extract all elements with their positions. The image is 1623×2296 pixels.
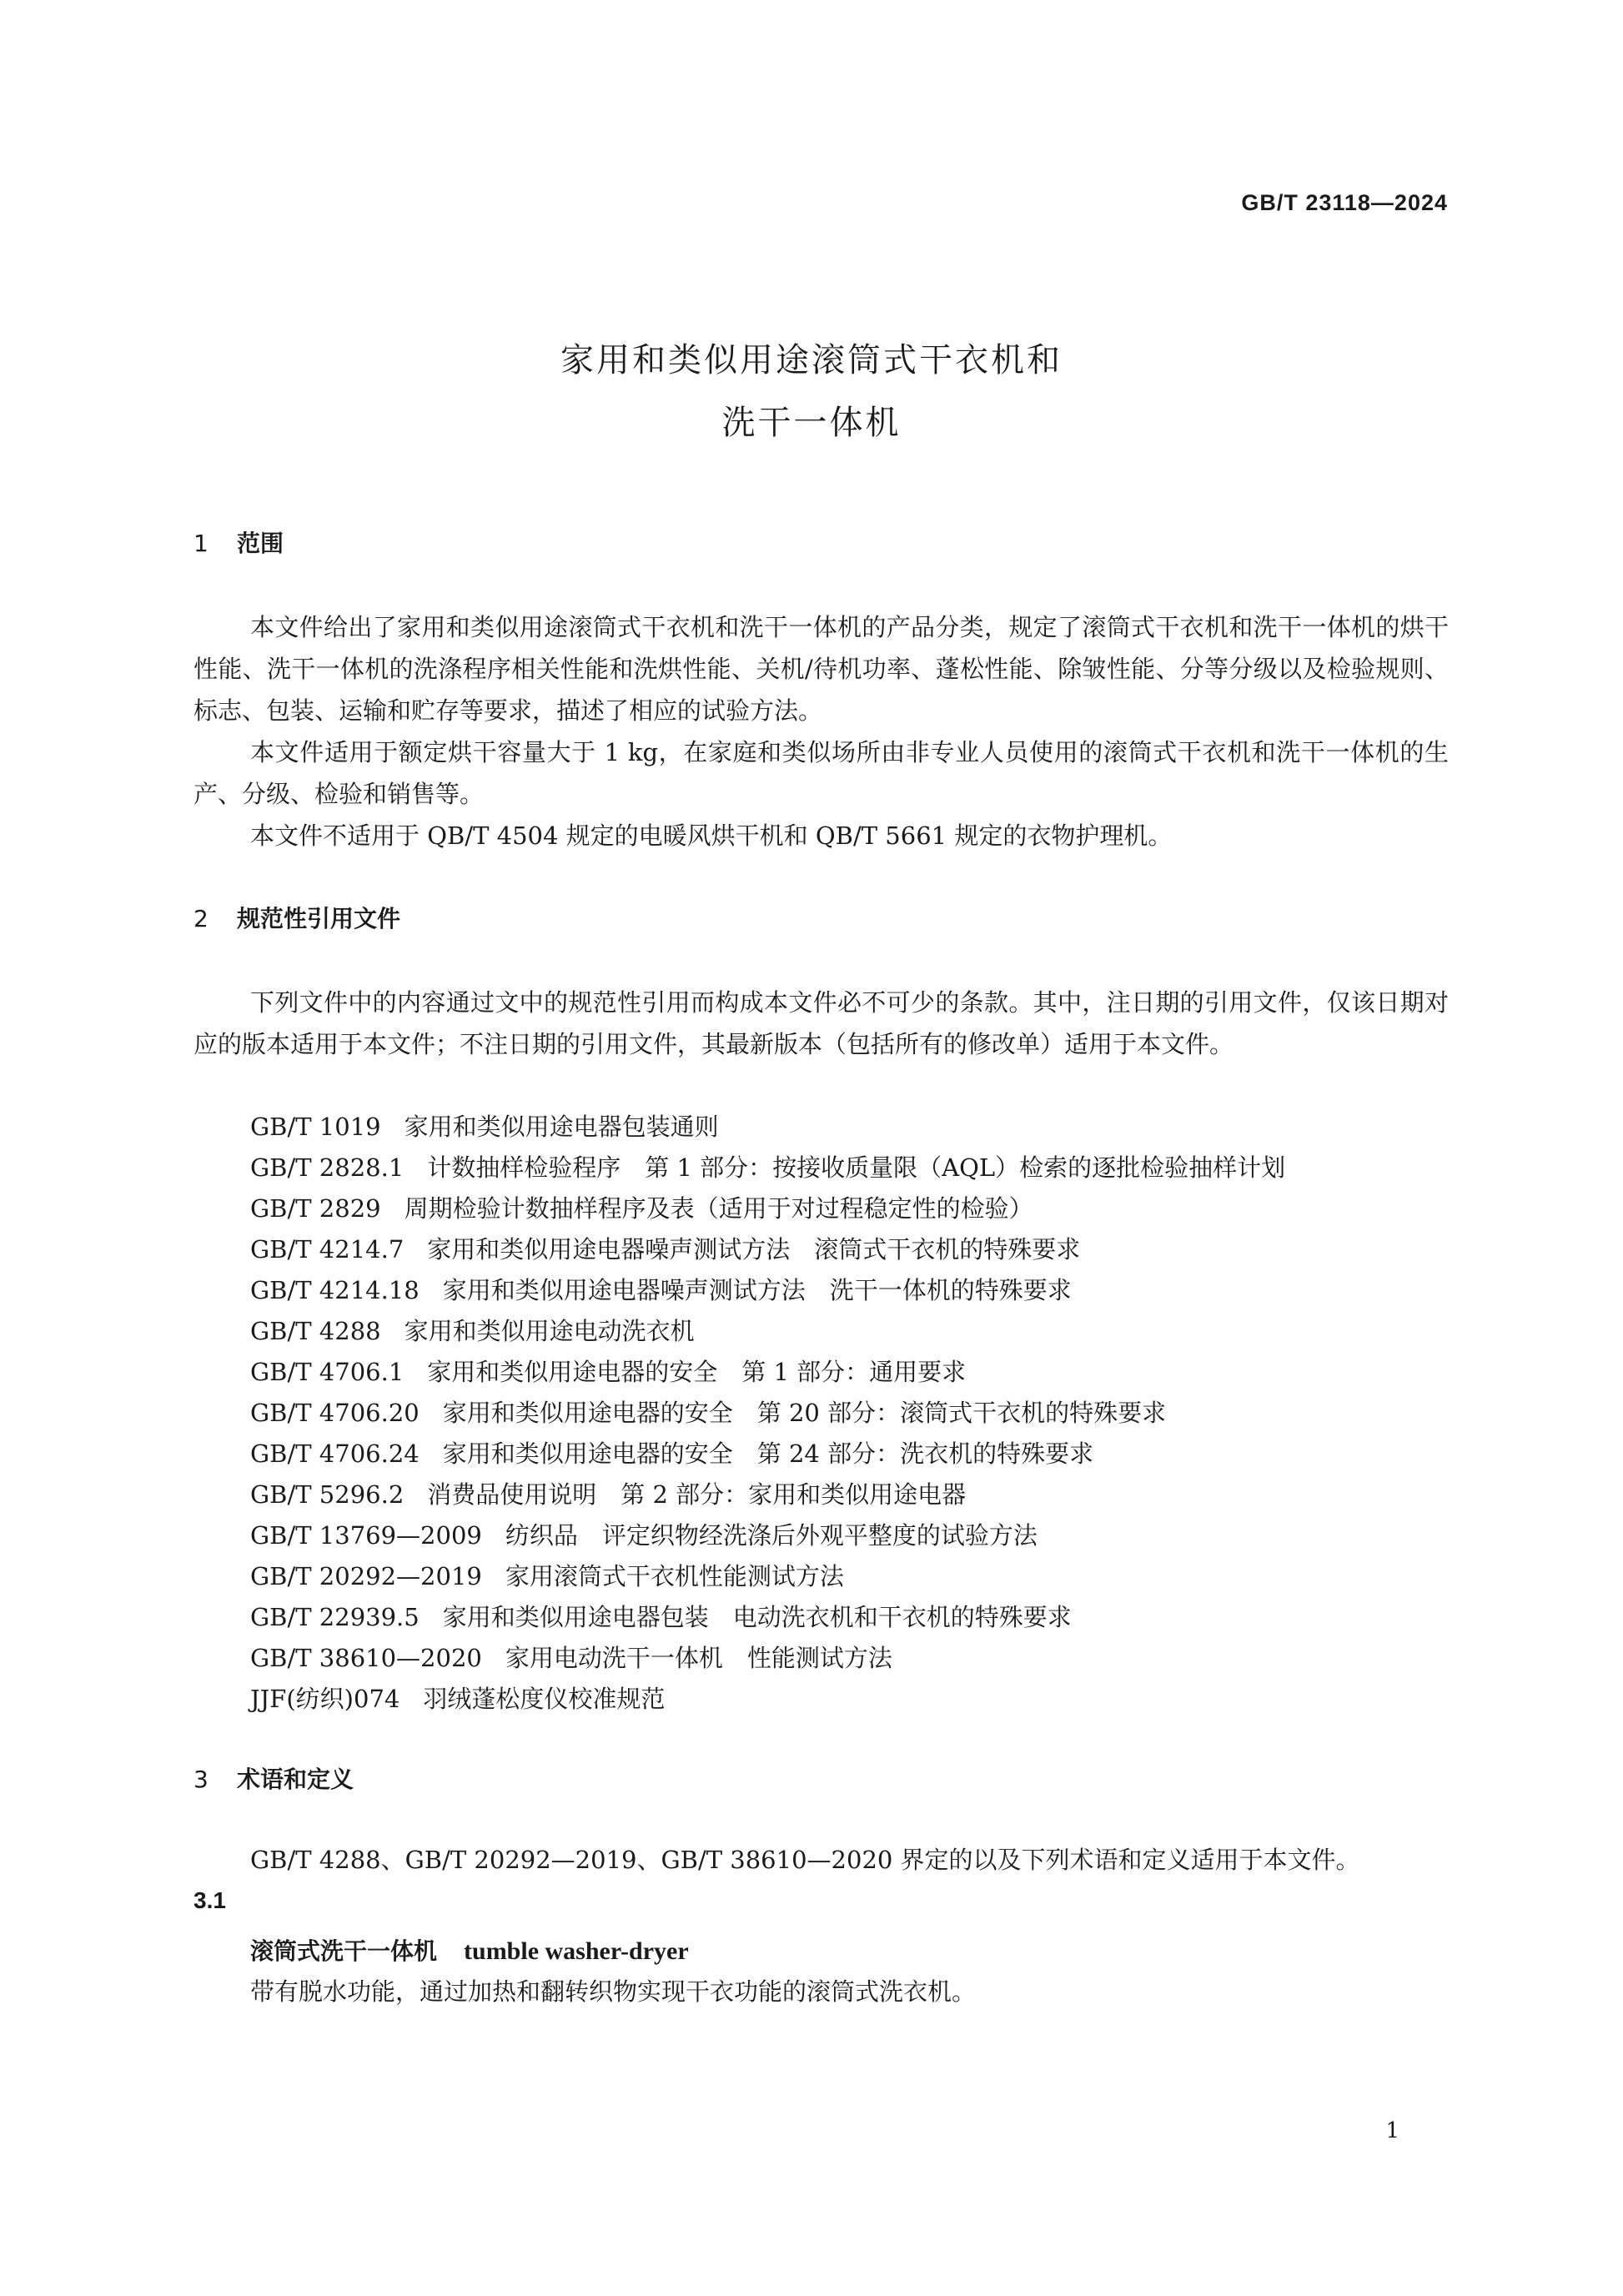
- reference-title: 消费品使用说明 第 2 部分：家用和类似用途电器: [427, 1480, 967, 1509]
- term-chinese: 滚筒式洗干一体机: [250, 1937, 438, 1965]
- term-definition: 带有脱水功能，通过加热和翻转织物实现干衣功能的滚筒式洗衣机。: [250, 1977, 977, 2006]
- section-title: 术语和定义: [237, 1766, 354, 1793]
- section-title: 范围: [237, 530, 284, 557]
- reference-item: [250, 1638, 892, 1679]
- reference-title: 家用滚筒式干衣机性能测试方法: [505, 1562, 844, 1590]
- reference-item: [250, 1597, 1072, 1638]
- reference-code: GB/T 4288: [250, 1317, 381, 1345]
- reference-item: [250, 1434, 1093, 1475]
- section-heading-scope: [193, 525, 284, 559]
- reference-title: 纺织品 评定织物经洗涤后外观平整度的试验方法: [505, 1521, 1038, 1550]
- section-number: 1: [193, 530, 209, 557]
- reference-title: 家用和类似用途电器包装通则: [404, 1113, 719, 1141]
- reference-code: GB/T 20292—2019: [250, 1562, 482, 1590]
- term-number: 3.1: [193, 1887, 226, 1913]
- reference-item: [250, 1311, 695, 1352]
- reference-code: GB/T 2829: [250, 1194, 381, 1223]
- reference-code: GB/T 13769—2009: [250, 1521, 482, 1550]
- scope-paragraph-1: 本文件给出了家用和类似用途滚筒式干衣机和洗干一体机的产品分类，规定了滚筒式干衣机和洗干一体机的烘干性能、洗干一体机的洗涤程序相关性能和洗烘性能、关机/待机功率、蓬松性能、除皱性能、分等分级以及检验规则、标志、包装、运输和贮存等要求，描述了相应的试验方法。: [193, 613, 1449, 725]
- reference-item: [250, 1148, 1285, 1188]
- reference-title: 家用和类似用途电器噪声测试方法 洗干一体机的特殊要求: [442, 1276, 1072, 1304]
- terms-intro: GB/T 4288、GB/T 20292—2019、GB/T 38610—2020 界定的以及下列术语和定义适用于本文件。: [250, 1846, 1360, 1874]
- reference-title: 家用电动洗干一体机 性能测试方法: [505, 1644, 892, 1672]
- reference-code: GB/T 2828.1: [250, 1153, 404, 1182]
- references-intro: 下列文件中的内容通过文中的规范性引用而构成本文件必不可少的条款。其中，注日期的引用文件，仅该日期对应的版本适用于本文件；不注日期的引用文件，其最新版本（包括所有的修改单）适用于本文件。: [193, 988, 1449, 1058]
- reference-title: 家用和类似用途电器的安全 第 20 部分：滚筒式干衣机的特殊要求: [442, 1399, 1167, 1427]
- reference-item: [250, 1270, 1072, 1311]
- reference-item: [250, 1515, 1038, 1556]
- reference-item: [250, 1679, 665, 1720]
- reference-code: GB/T 4706.24: [250, 1439, 420, 1468]
- reference-code: GB/T 4214.7: [250, 1235, 404, 1264]
- section-number: 2: [193, 905, 209, 932]
- document-title-line-1: 家用和类似用途滚筒式干衣机和: [560, 341, 1063, 379]
- reference-item: [250, 1475, 966, 1515]
- reference-item: [250, 1188, 1033, 1229]
- section-heading-normative-references: [193, 901, 400, 934]
- reference-code: GB/T 4706.1: [250, 1358, 404, 1386]
- reference-code: GB/T 22939.5: [250, 1603, 420, 1631]
- reference-item: [250, 1556, 844, 1597]
- reference-code: GB/T 38610—2020: [250, 1644, 482, 1672]
- reference-title: 羽绒蓬松度仪校准规范: [423, 1685, 666, 1713]
- term-entry: [250, 1933, 689, 1967]
- reference-title: 家用和类似用途电器的安全 第 24 部分：洗衣机的特殊要求: [442, 1439, 1094, 1468]
- reference-title: 家用和类似用途电器包装 电动洗衣机和干衣机的特殊要求: [442, 1603, 1072, 1631]
- reference-title: 计数抽样检验程序 第 1 部分：按接收质量限（AQL）检索的逐批检验抽样计划: [427, 1153, 1286, 1182]
- scope-paragraph-3: 本文件不适用于 QB/T 4504 规定的电暖风烘干机和 QB/T 5661 规定的衣物护理机。: [250, 821, 1173, 850]
- reference-item: [250, 1229, 1080, 1270]
- standard-number: GB/T 23118—2024: [1241, 190, 1448, 215]
- page-number: 1: [1385, 2118, 1399, 2143]
- term-english: tumble washer-dryer: [464, 1937, 689, 1965]
- reference-code: JJF(纺织)074: [250, 1685, 400, 1713]
- reference-title: 周期检验计数抽样程序及表（适用于对过程稳定性的检验）: [404, 1194, 1033, 1223]
- section-number: 3: [193, 1766, 209, 1793]
- section-heading-terms: [193, 1761, 354, 1795]
- reference-title: 家用和类似用途电器噪声测试方法 滚筒式干衣机的特殊要求: [427, 1235, 1081, 1264]
- reference-code: GB/T 4214.18: [250, 1276, 420, 1304]
- scope-paragraph-2: 本文件适用于额定烘干容量大于 1 kg，在家庭和类似场所由非专业人员使用的滚筒式干衣机和洗干一体机的生产、分级、检验和销售等。: [193, 738, 1449, 808]
- reference-item: [250, 1107, 719, 1148]
- document-title-line-2: 洗干一体机: [721, 404, 902, 442]
- reference-item: [250, 1393, 1166, 1434]
- reference-title: 家用和类似用途电动洗衣机: [404, 1317, 695, 1345]
- section-title: 规范性引用文件: [237, 905, 401, 932]
- reference-code: GB/T 4706.20: [250, 1399, 420, 1427]
- reference-item: [250, 1352, 966, 1393]
- reference-title: 家用和类似用途电器的安全 第 1 部分：通用要求: [427, 1358, 967, 1386]
- reference-code: GB/T 1019: [250, 1113, 381, 1141]
- reference-code: GB/T 5296.2: [250, 1480, 404, 1509]
